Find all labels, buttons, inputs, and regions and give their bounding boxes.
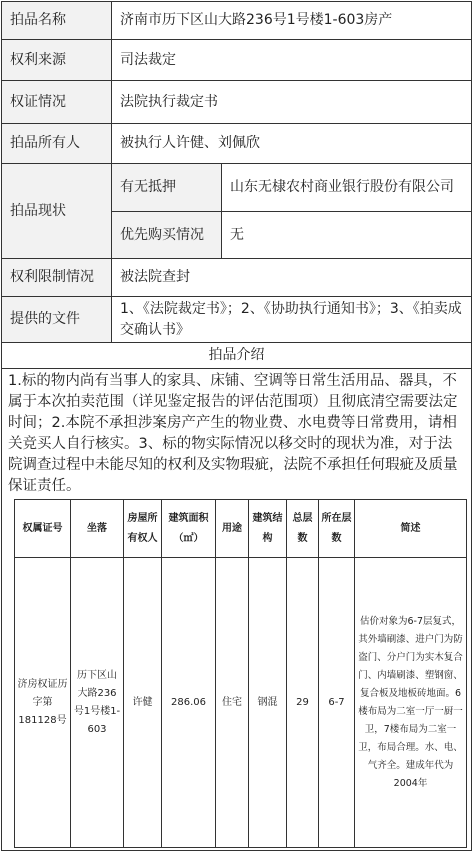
restriction-label: 权利限制情况 [2,259,112,297]
row-mortgage [2,164,472,212]
intro-text: 1.标的物内尚有当事人的家具、床铺、空调等日常生活用品、器具，不属于本次拍卖范围（详见鉴定报告的评估范围项）且彻底清空需要法定时间；2.本院不承担涉案房产产生的物业费、水电费等日常费用，请相关竞买人自行核实。3、标的物实际情况以移交时的现状为准，对于法院调查过程中未能尽知的权利及实物瑕疵，法院不承担任何瑕疵及质量保证责任。 [8,373,458,494]
cell-cert: 济房权证历字第181128号 [15,558,71,848]
cell-location: 历下区山大路236号1号楼1-603 [71,558,124,848]
header-structure: 建筑结构 [249,500,287,558]
cell-structure: 钢混 [249,558,287,848]
header-owner: 房屋所有权人 [124,500,162,558]
table-row [15,558,467,848]
priority-value: 无 [222,212,472,259]
header-floors-total: 总层数 [287,500,319,558]
header-description: 简述 [355,500,467,558]
cell-owner: 许健 [124,558,162,848]
status-label: 拍品现状 [2,164,112,259]
property-table [14,499,467,848]
mortgage-value: 山东无棣农村商业银行股份有限公司 [222,164,472,212]
header-floor: 所在层数 [319,500,355,558]
certificate-label: 权证情况 [2,81,112,124]
row-intro [2,369,472,851]
row-item-name [2,2,472,40]
row-documents [2,297,472,343]
cell-floor: 6-7 [319,558,355,848]
row-intro-title [2,343,472,369]
item-name-value: 济南市历下区山大路236号1号楼1-603房产 [112,2,472,40]
row-owner [2,124,472,164]
restriction-value: 被法院查封 [112,259,472,297]
owner-label: 拍品所有人 [2,124,112,164]
mortgage-label: 有无抵押 [112,164,222,212]
cell-area: 286.06 [162,558,216,848]
priority-label: 优先购买情况 [112,212,222,259]
rights-source-value: 司法裁定 [112,40,472,81]
certificate-value: 法院执行裁定书 [112,81,472,124]
row-restriction [2,259,472,297]
cell-description: 估价对象为6-7层复式，其外墙刷漆、进户门为防盗门、分户门为实木复合门、内墙刷漆、塑钢窗、复合板及地板砖地面。6楼布局为二室一厅一厨一卫，7楼布局为二室一卫，布局合理。水、电、气齐全。建成年代为2004年 [355,558,467,848]
documents-label: 提供的文件 [2,297,112,343]
header-location: 坐落 [71,500,124,558]
rights-source-label: 权利来源 [2,40,112,81]
intro-section [2,369,472,851]
cell-floors-total: 29 [287,558,319,848]
row-rights-source [2,40,472,81]
documents-value: 1、《法院裁定书》；2、《协助执行通知书》；3、《拍卖成交确认书》 [112,297,472,343]
cell-use: 住宅 [216,558,249,848]
property-table-header [15,500,467,558]
header-area: 建筑面积（㎡） [162,500,216,558]
row-certificate [2,81,472,124]
header-cert: 权属证号 [15,500,71,558]
item-name-label: 拍品名称 [2,2,112,40]
auction-info-table [1,1,472,851]
intro-title: 拍品介绍 [2,343,472,369]
owner-value: 被执行人许健、刘佩欣 [112,124,472,164]
header-use: 用途 [216,500,249,558]
